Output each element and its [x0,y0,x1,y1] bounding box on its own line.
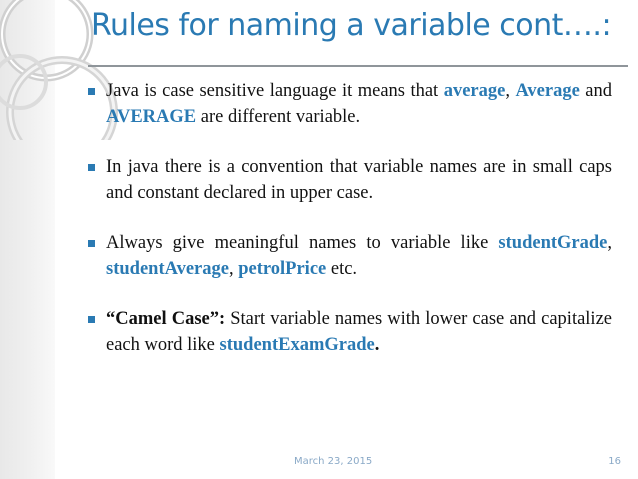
bullet-text: , [505,81,516,101]
bullet-text: , [228,259,239,279]
page-number: 16 [608,456,621,467]
keyword-average-capitalized: Average [515,81,580,101]
keyword-average-uppercase: AVERAGE [106,107,197,127]
bullet-text: In java there is a convention that variable names are in small caps and constant declared in upper case. [106,157,612,203]
keyword-student-grade: studentGrade [498,233,608,253]
bullet-text-period: . [374,335,380,355]
bullet-case-sensitive [88,78,612,130]
bullet-naming-convention [88,154,612,206]
bullet-meaningful-names [88,230,612,282]
bullet-text: , [607,233,612,253]
keyword-average: average [443,81,506,101]
bullet-text: Java is case sensitive language it means that [106,81,444,101]
bullet-text: etc. [326,259,358,279]
bullet-text: are different variable. [196,107,361,127]
slide-title: Rules for naming a variable cont….: [91,8,612,43]
bullet-text: Start variable names with lower case and capitalize each word like [106,309,612,355]
bullet-square-icon [88,88,95,95]
bullet-list [88,78,612,382]
footer-date: March 23, 2015 [294,456,373,467]
bullet-text: Always give meaningful names to variable like [106,233,499,253]
keyword-petrol-price: petrolPrice [238,259,327,279]
bullet-square-icon [88,164,95,171]
bullet-square-icon [88,240,95,247]
title-underline [88,65,628,67]
keyword-student-average: studentAverage [106,259,229,279]
bullet-text: and [579,81,613,101]
camel-case-heading: “Camel Case”: [106,309,226,329]
bullet-square-icon [88,316,95,323]
bullet-camel-case [88,306,612,358]
keyword-student-exam-grade: studentExamGrade [219,335,375,355]
